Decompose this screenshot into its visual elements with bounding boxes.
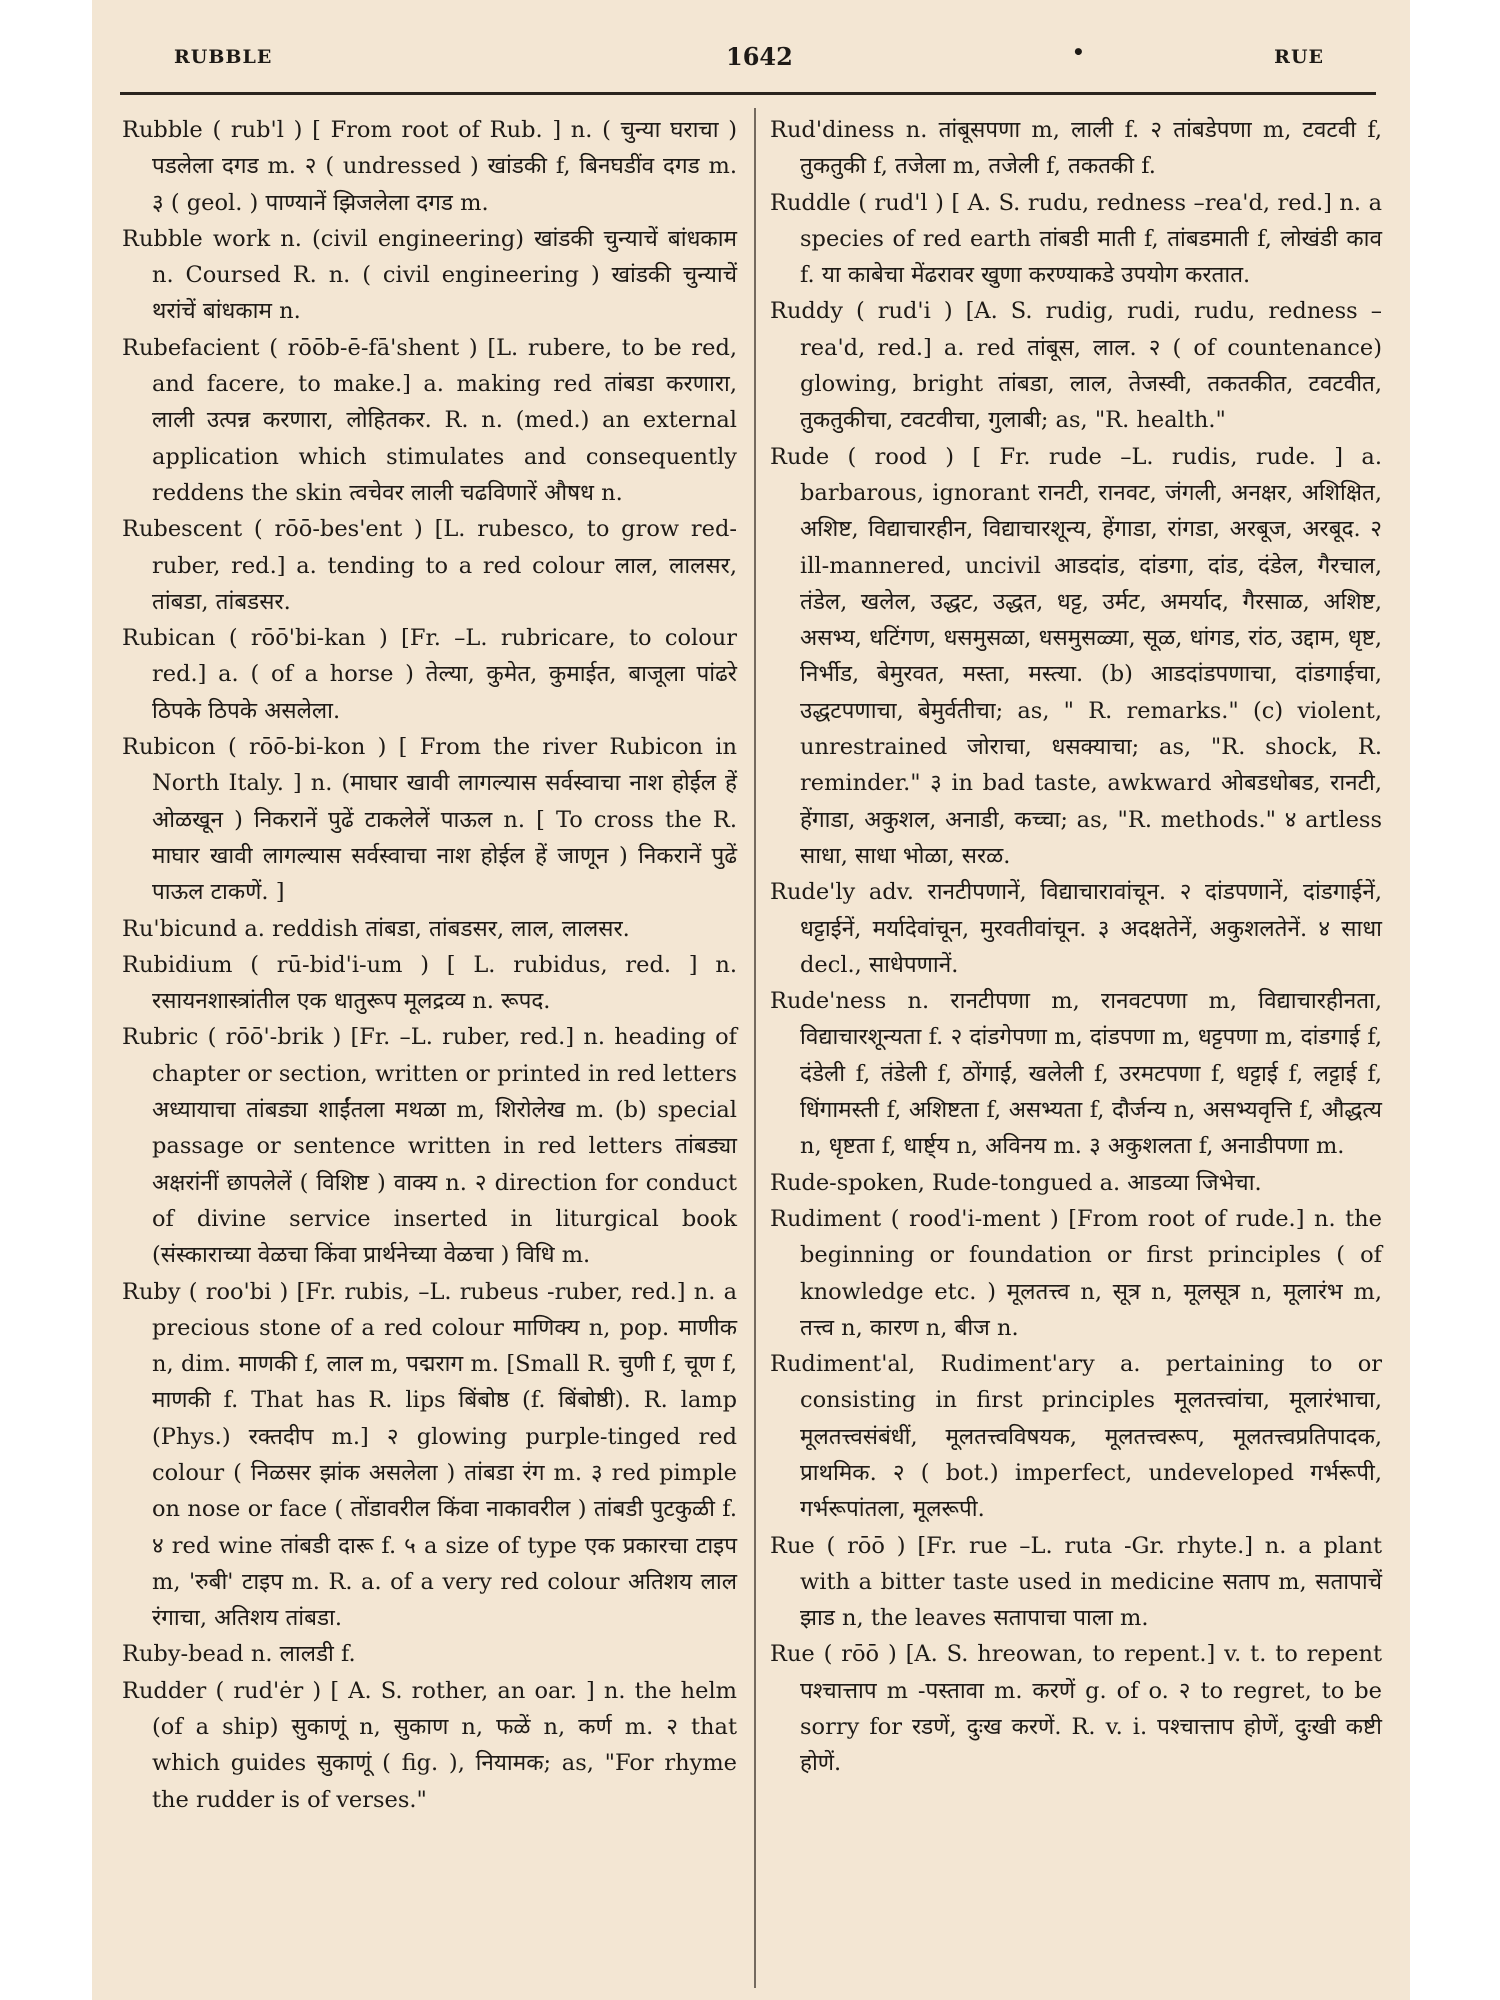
dictionary-entry: Rubican ( rōō'bi-kan ) [Fr. –L. rubricare, to colour red.] a. ( of a horse ) तेल्या, कुमेत, कुमाईत, बाजूला पांढरे ठिपके ठिपके असलेला. bbox=[122, 625, 737, 724]
dictionary-entry: Ruddle ( rud'l ) [ A. S. rudu, redness –rea'd, red.] n. a species of red earth तांबडी माती f, तांबडमाती f, लोखंडी काव f. या काबेचा मेंढरावर खुणा करण्याकडे उपयोग करतात. bbox=[770, 189, 1382, 289]
left-column bbox=[122, 112, 737, 1818]
dictionary-entry: Rud'diness n. तांबूसपणा m, लाली f. २ तांबडेपणा m, टवटवी f, तुकतुकी f, तजेला m, तजेली f, तकतकी f. bbox=[770, 117, 1382, 180]
dictionary-entry: Rue ( rōō ) [A. S. hreowan, to repent.] v. t. to repent पश्चात्ताप m -पस्तावा m. करणें g. of o. २ to regret, to be sorry for रडणें, दुःख करणें. R. v. i. पश्चात्ताप होणें, दुःखी कष्टी होणें. bbox=[770, 1641, 1382, 1777]
dictionary-entry: Rude'ness n. रानटीपणा m, रानवटपणा m, विद्याचारहीनता, विद्याचारशून्यता f. २ दांडगेपणा m, दांडपणा m, धट्टपणा m, दांडगाई f, दंडेली f, तंडेली f, ठोंगाई, खलेली f, उरमटपणा f, धट्टाई f, लट्टाई f, धिंगामस्ती f, अशिष्टता f, असभ्यता f, दौर्जन्य n, असभ्यवृत्ति f, औद्धत्य n, धृष्टता f, धार्ष्ट्य n, अविनय m. ३ अकुशलता f, अनाडीपणा m. bbox=[770, 988, 1382, 1160]
dictionary-entry: Rubric ( rōō'-brik ) [Fr. –L. ruber, red.] n. heading of chapter or section, written or printed in red letters अध्यायाचा तांबड्या शाईंतला मथळा m, शिरोलेख m. (b) special passage or sentence written in red letters तांबड्या अक्षरांनीं छापलेलें ( विशिष्ट ) वाक्य n. २ direction for conduct of divine service inserted in liturgical book (संस्काराच्या वेळचा किंवा प्रार्थनेच्या वेळचा ) विधि m. bbox=[122, 1024, 737, 1269]
dictionary-page bbox=[92, 0, 1410, 2000]
running-head-last-word: RUE bbox=[1274, 46, 1324, 68]
dictionary-entry: Rude'ly adv. रानटीपणानें, विद्याचारावांचून. २ दांडपणानें, दांडगाईनें, धट्टाईनें, मर्यादेवांचून, मुरवतीवांचून. ३ अदक्षतेनें, अकुशलतेनें. ४ साधा decl., साधेपणानें. bbox=[770, 879, 1382, 978]
header-mark: • bbox=[1072, 40, 1085, 64]
dictionary-entry: Rubble ( rub'l ) [ From root of Rub. ] n. ( चुन्या घराचा ) पडलेला दगड m. २ ( undressed ) खांडकी f, बिनघडींव दगड m. ३ ( geol. ) पाण्यानें झिजलेला दगड m. bbox=[122, 117, 737, 216]
column-divider bbox=[754, 108, 756, 1988]
header-rule bbox=[120, 92, 1376, 95]
dictionary-entry: Rubidium ( rū-bid'i-um ) [ L. rubidus, red. ] n. रसायनशास्त्रांतील एक धातुरूप मूलद्रव्य n. रूपद. bbox=[122, 951, 737, 1015]
dictionary-entry: Ruby-bead n. लालडी f. bbox=[122, 1641, 356, 1668]
dictionary-entry: Rubescent ( rōō-bes'ent ) [L. rubesco, to grow red- ruber, red.] a. tending to a red colour लाल, लालसर, तांबडा, तांबडसर. bbox=[122, 516, 737, 615]
dictionary-entry: Rubble work n. (civil engineering) खांडकी चुन्याचें बांधकाम n. Coursed R. n. ( civil engineering ) खांडकी चुन्याचें थरांचें बांधकाम n. bbox=[122, 225, 737, 325]
dictionary-entry: Rubicon ( rōō-bi-kon ) [ From the river Rubicon in North Italy. ] n. (माघार खावी लागल्यास सर्वस्वाचा नाश होईल हें ओळखून ) निकरानें पुढें टाकलेलें पाऊल n. [ To cross the R. माघार खावी लागल्यास सर्वस्वाचा नाश होईल हें जाणून ) निकरानें पुढें पाऊल टाकणें. ] bbox=[122, 734, 737, 906]
right-column bbox=[770, 112, 1382, 1782]
page-number: 1642 bbox=[726, 42, 793, 71]
dictionary-entry: Rudder ( rud'ėr ) [ A. S. rother, an oar. ] n. the helm (of a ship) सुकाणूं n, सुकाण n, फळें n, कर्ण m. २ that which guides सुकाणूं ( fig. ), नियामक; as, "For rhyme the rudder is of verses." bbox=[122, 1677, 737, 1813]
running-head-first-word: RUBBLE bbox=[174, 46, 273, 68]
dictionary-entry: Rude ( rood ) [ Fr. rude –L. rudis, rude. ] a. barbarous, ignorant रानटी, रानवट, जंगली, अनक्षर, अशिक्षित, अशिष्ट, विद्याचारहीन, विद्याचारशून्य, हेंगाडा, रांगडा, अरबूज, अरबूद. २ ill-mannered, uncivil आडदांड, दांडगा, दांड, दंडेल, गैरचाल, तंडेल, खलेल, उद्धट, उद्धत, धट्ट, उर्मट, अमर्याद, गैरसाळ, अशिष्ट, असभ्य, धटिंगण, धसमुसळा, धसमुसळ्या, सूळ, धांगड, रांठ, उद्दाम, धृष्ट, निर्भीड, बेमुरवत, मस्ता, मस्त्या. (b) आडदांडपणाचा, दांडगाईचा, उद्धटपणाचा, बेमुर्वतीचा; as, " R. remarks." (c) violent, unrestrained जोराचा, धसक्याचा; as, "R. shock, R. reminder." ३ in bad taste, awkward ओबडधोबड, रानटी, हेंगाडा, अकुशल, अनाडी, कच्चा; as, "R. methods." ४ artless साधा, साधा भोळा, सरळ. bbox=[770, 443, 1382, 869]
dictionary-entry: Rubefacient ( rōōb-ē-fā'shent ) [L. rubere, to be red, and facere, to make.] a. making red तांबडा करणारा, लाली उत्पन्न करणारा, लोहितकर. R. n. (med.) an external application which stimulates and consequently reddens the skin त्वचेवर लाली चढविणारें औषध n. bbox=[122, 334, 737, 506]
dictionary-entry: Ruddy ( rud'i ) [A. S. rudig, rudi, rudu, redness –rea'd, red.] a. red तांबूस, लाल. २ ( of countenance) glowing, bright तांबडा, लाल, तेजस्वी, तकतकीत, टवटवीत, तुकतुकीचा, टवटवीचा, गुलाबी; as, "R. health." bbox=[770, 298, 1382, 434]
dictionary-entry: Rudiment ( rood'i-ment ) [From root of rude.] n. the beginning or foundation or first principles ( of knowledge etc. ) मूलतत्त्व n, सूत्र n, मूलसूत्र n, मूलारंभ m, तत्त्व n, कारण n, बीज n. bbox=[770, 1205, 1382, 1341]
dictionary-entry: Rue ( rōō ) [Fr. rue –L. ruta -Gr. rhyte.] n. a plant with a bitter taste used in medicine सताप m, सतापाचें झाड n, the leaves सतापाचा पाला m. bbox=[770, 1532, 1382, 1632]
dictionary-entry: Rudiment'al, Rudiment'ary a. pertaining to or consisting in first principles मूलतत्त्वांचा, मूलारंभाचा, मूलतत्त्वसंबंधीं, मूलतत्त्वविषयक, मूलतत्त्वरूप, मूलतत्त्वप्रतिपादक, प्राथमिक. २ ( bot.) imperfect, undeveloped गर्भरूपी, गर्भरूपांतला, मूलरूपी. bbox=[770, 1351, 1382, 1523]
dictionary-entry: Rude-spoken, Rude-tongued a. आडव्या जिभेचा. bbox=[770, 1169, 1262, 1196]
dictionary-entry: Ruby ( roo'bi ) [Fr. rubis, –L. rubeus -ruber, red.] n. a precious stone of a red colour माणिक्य n, pop. माणीक n, dim. माणकी f, लाल m, पद्मराग m. [Small R. चुणी f, चूण f, माणकी f. That has R. lips बिंबोष्ठ (f. बिंबोष्ठी). R. lamp (Phys.) रक्तदीप m.] २ glowing purple-tinged red colour ( निळसर झांक असलेला ) तांबडा रंग m. ३ red pimple on nose or face ( तोंडावरील किंवा नाकावरील ) तांबडी पुटकुळी f. ४ red wine तांबडी दारू f. ५ a size of type एक प्रकारचा टाइप m, 'रुबी' टाइप m. R. a. of a very red colour अतिशय लाल रंगाचा, अतिशय तांबडा. bbox=[122, 1278, 737, 1632]
dictionary-entry: Ru'bicund a. reddish तांबडा, तांबडसर, लाल, लालसर. bbox=[122, 915, 630, 942]
